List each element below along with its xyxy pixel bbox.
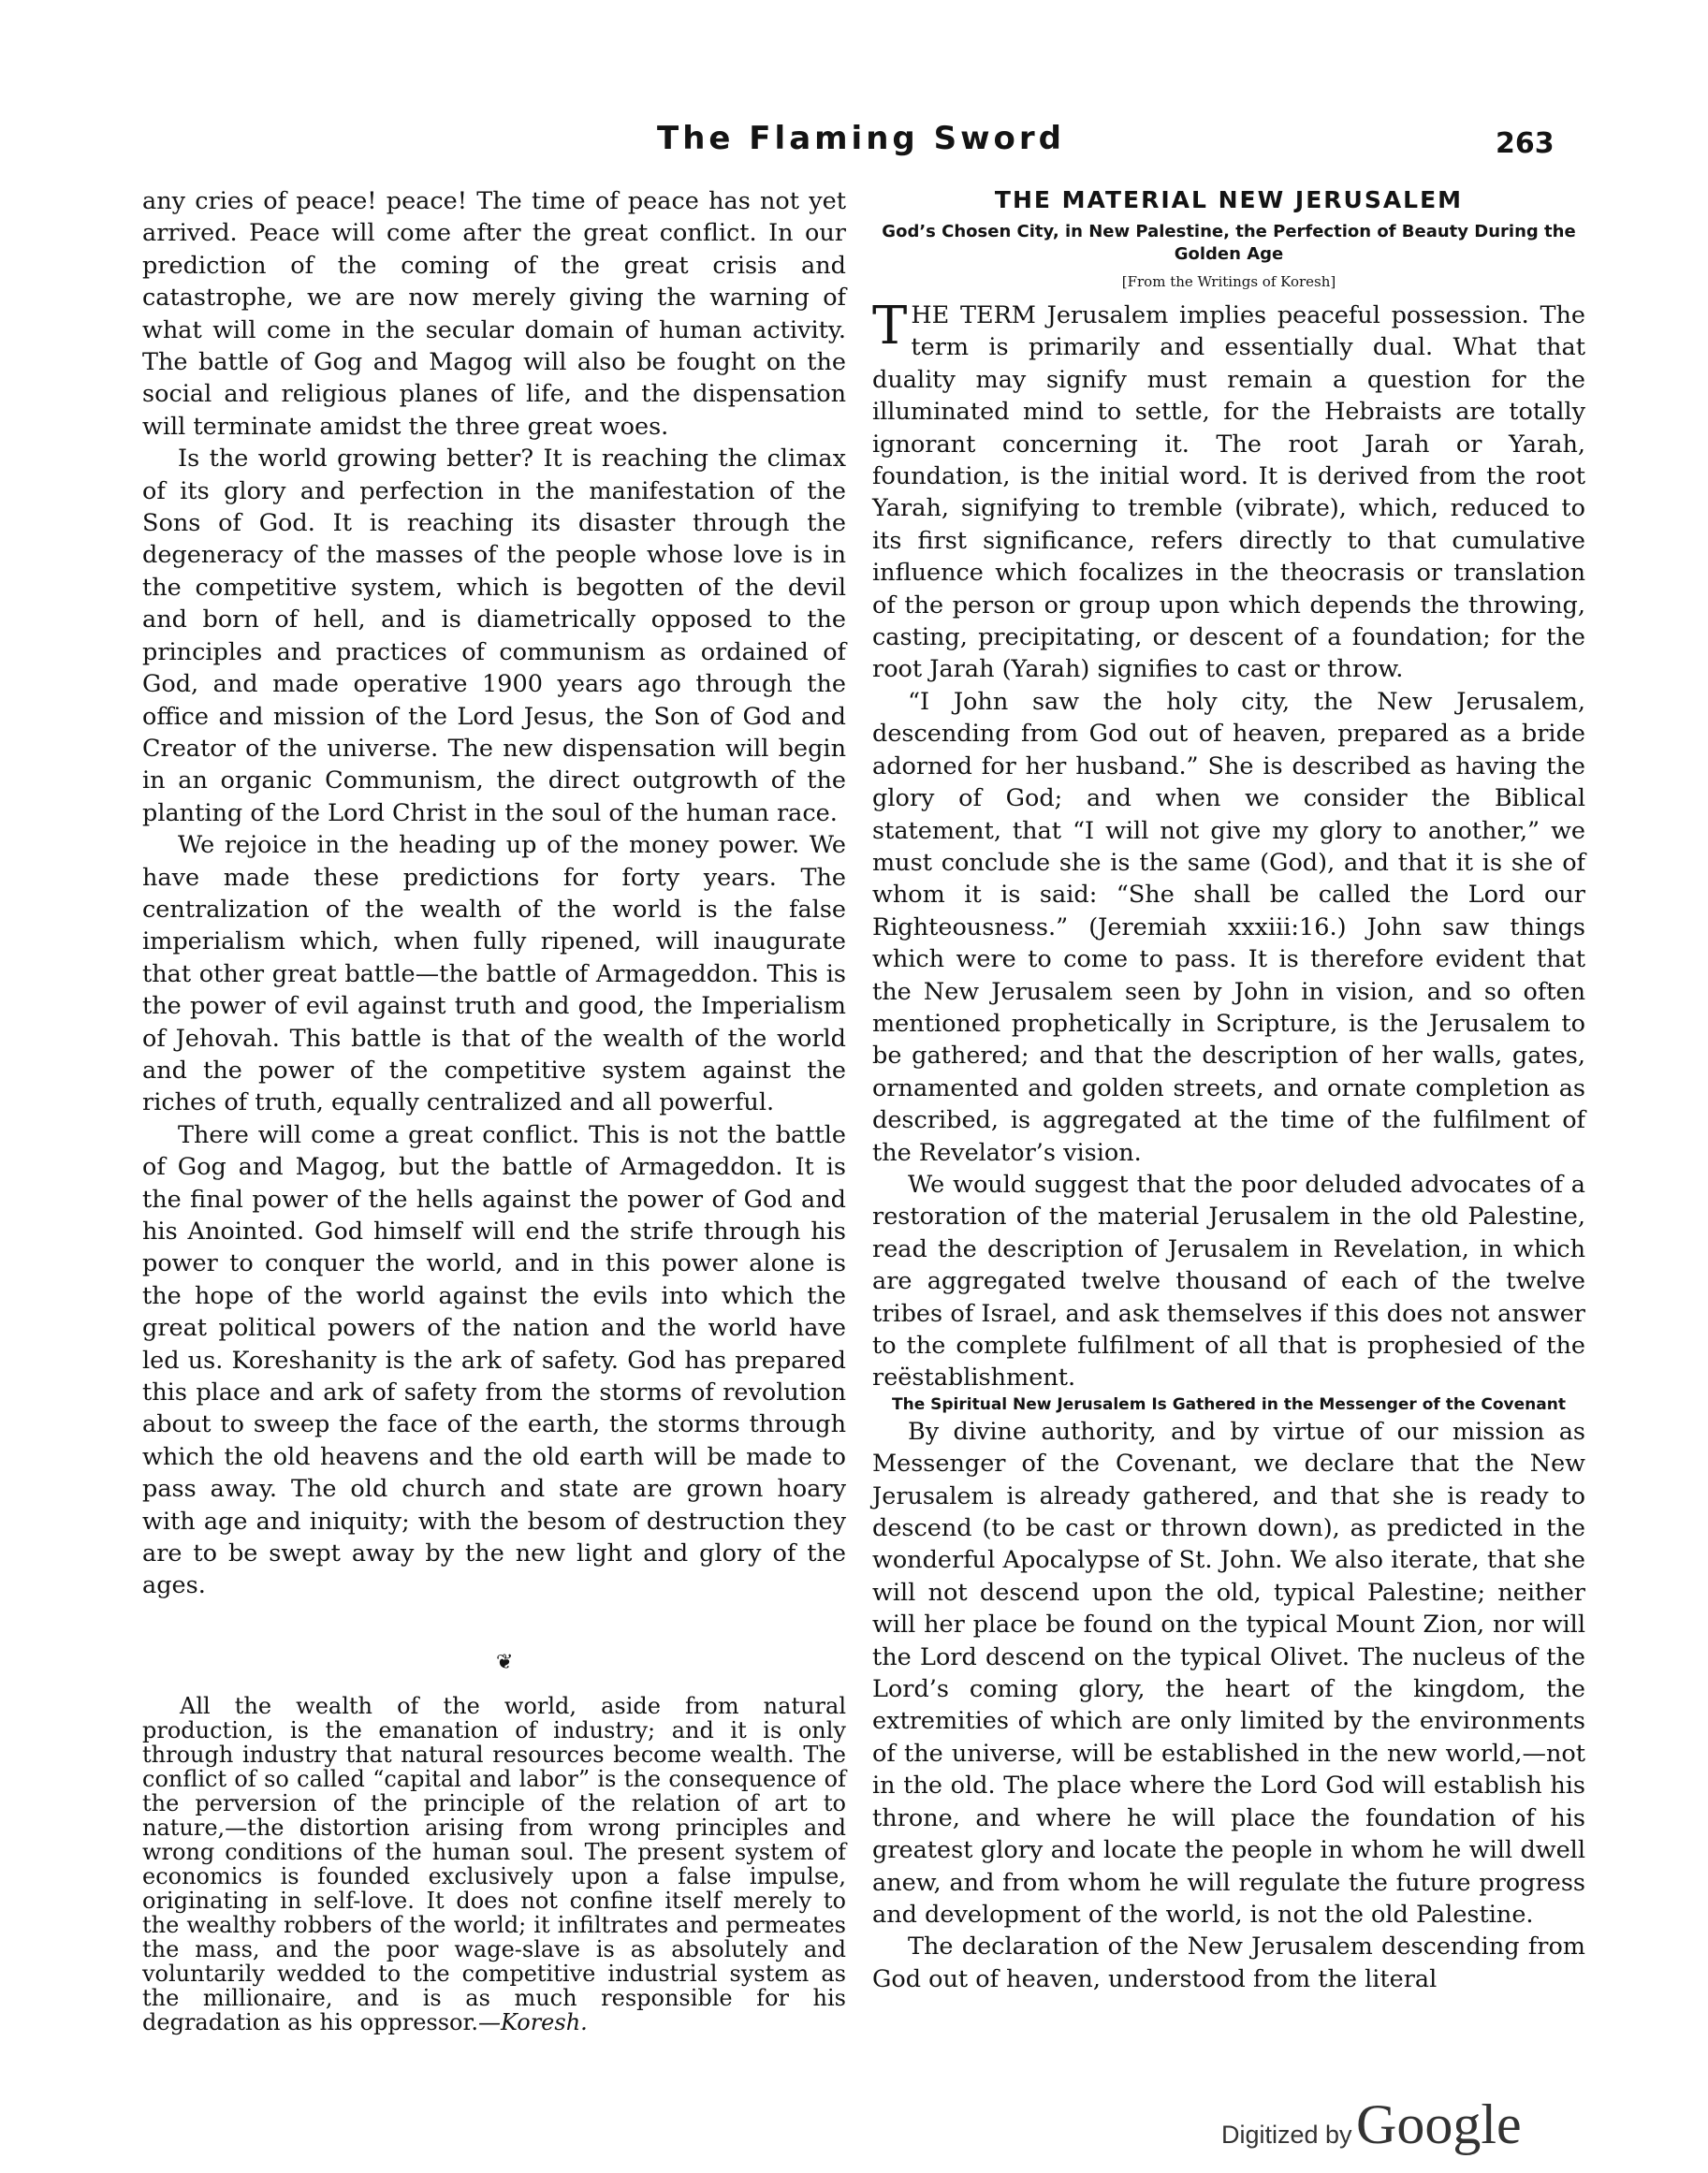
digitized-watermark (1221, 2093, 1522, 2157)
watermark-prefix: Digitized by (1221, 2121, 1352, 2149)
article-subtitle: God’s Chosen City, in New Palestine, the Perfection of Beauty During the Golden Age (882, 222, 1576, 264)
paragraph: By divine authority, and by virtue of our mission as Messenger of the Covenant, we declare that the New Jerusalem is already gathered, and that she is ready to descend (to be cast or thrown down), as predicted in the wonderful Apocalypse of St. John. We also iterate, that she will not descend upon the old, typical Palestine; neither will her place be found on the typical Mount Zion, nor will the Lord descend on the typical Olivet. The nucleus of the Lord’s coming glory, the heart of the kingdom, the extremities of which are only limited by the environments of the universe, will be established in the new world,—not in the old. The place where the Lord God will establish his throne, and where he will place the foundation of his greatest glory and locate the people in whom he will dwell anew, and from whom he will regulate the future progress and development of the world, is not the old Palestine. (872, 1417, 1585, 1929)
koresh-quote (142, 1694, 846, 2034)
paragraph: The declaration of the New Jerusalem descending from God out of heaven, understood from the literal (872, 1932, 1585, 1993)
paragraph: “I John saw the holy city, the New Jerusalem, descending from God out of heaven, prepared as a bride adorned for her husband.” She is described as having the glory of God; and when we consider the Biblical statement, that “I will not give my glory to another,” we must conclude she is the same (God), and that it is she of whom it is said: “She shall be called the Lord our Righteousness.” (Jeremiah xxxiii:16.) John saw things which were to come to pass. It is therefore evident that the New Jerusalem seen by John in vision, and so often mentioned prophetically in Scripture, is the Jerusalem to be gathered; and that the description of her walls, gates, ornamented and golden streets, and ornate completion as described, is aggregated at the time of the fulfilment of the Revelator’s vision. (872, 687, 1585, 1167)
first-paragraph (872, 296, 1585, 686)
right-column (872, 185, 1585, 1995)
ornament-icon: ❦ (496, 1651, 514, 1674)
paragraph: Is the world growing better? It is reaching the climax of its glory and perfection in the manifestation of the Sons of God. It is reaching its disaster through the degeneracy of the masses of the people whose love is in the competitive system, which is begotten of the devil and born of hell, and is diametrically opposed to the principles and practices of communism as ordained of God, and made operative 1900 years ago through the office and mission of the Lord Jesus, the Son of God and Creator of the universe. The new dispensation will begin in an organic Communism, the direct outgrowth of the planting of the Lord Christ in the soul of the human race. (142, 445, 846, 827)
page-number: 263 (1496, 127, 1555, 160)
paragraph: any cries of peace! peace! The time of peace has not yet arrived. Peace will come after the great conflict. In our prediction of the coming of the great crisis and catastrophe, we are now merely giving the warning of what will come in the secular domain of human activity. The battle of Gog and Magog will also be fought on the social and religious planes of life, and the dispensation will terminate amidst the three great woes. (142, 187, 846, 441)
paragraph: There will come a great conflict. This is not the battle of Gog and Magog, but the battle of Armageddon. It is the final power of the hells against the power of God and his Anointed. God himself will end the strife through his power to conquer the world, and in this power alone is the hope of the world against the evils into which the great political powers of the nation and the world have led us. Koreshanity is the ark of safety. God has prepared this place and ark of safety from the storms of revolution about to sweep the face of the earth, the storms through which the old heavens and the old earth will be made to pass away. The old church and state are grown hoary with age and iniquity; with the besom of destruction they are to be swept away by the new light and glory of the ages. (142, 1120, 846, 1600)
google-logo: Google (1356, 2093, 1522, 2155)
article-title: THE MATERIAL NEW JERUSALEM (994, 186, 1464, 213)
source-note: [From the Writings of Koresh] (1121, 273, 1336, 290)
first-paragraph-text: HE TERM Jerusalem implies peaceful possession. The term is primarily and essentially dual. What that duality may signify must remain a question for the illuminated mind to settle, for the Hebraists are totally ignorant concerning it. The root Jarah or Yarah, foundation, is the initial word. It is derived from the root Yarah, signifying to tremble (vibrate), which, reduced to its first significance, refers directly to that cumulative influence which focalizes in the theocrasis or translation of the person or group upon which depends the throwing, casting, precipitating, or descent of a foundation; for the root Jarah (Yarah) signifies to cast or throw. (872, 301, 1585, 684)
quote-text: All the wealth of the world, aside from natural production, is the emanation of industry; and it is only through industry that natural resources become wealth. The conflict of so called “capital and labor” is the consequence of the perversion of the principle of the relation of art to nature,—the distortion arising from wrong principles and wrong conditions of the human soul. The present system of economics is founded exclusively upon a false impulse, originating in self-love. It does not confine itself merely to the wealthy robbers of the world; it infiltrates and permeates the mass, and the poor wage-slave is as absolutely and voluntarily wedded to the competitive industrial system as the millionaire, and is as much responsible for his degradation as his oppressor. (142, 1693, 846, 2035)
paragraph: We would suggest that the poor deluded advocates of a restoration of the material Jerusalem in the old Palestine, read the description of Jerusalem in Revelation, in which are aggregated twelve thousand of each of the twelve tribes of Israel, and ask themselves if this does not answer to the complete fulfilment of all that is prophesied of the reëstablishment. (872, 1170, 1585, 1393)
drop-cap: T (872, 296, 908, 357)
quote-attribution: —Koresh. (477, 2009, 588, 2035)
left-column (142, 185, 846, 1602)
section-heading: The Spiritual New Jerusalem Is Gathered in the Messenger of the Covenant (892, 1394, 1566, 1414)
paragraph: We rejoice in the heading up of the money power. We have made these predictions for forty years. The centralization of the wealth of the world is the false imperialism which, when fully ripened, will inaugurate that other great battle—the battle of Armageddon. This is the power of evil against truth and good, the Imperialism of Jehovah. This battle is that of the wealth of the world and the power of the competitive system against the riches of truth, equally centralized and all powerful. (142, 831, 846, 1117)
running-header-title: The Flaming Sword (657, 120, 1065, 157)
